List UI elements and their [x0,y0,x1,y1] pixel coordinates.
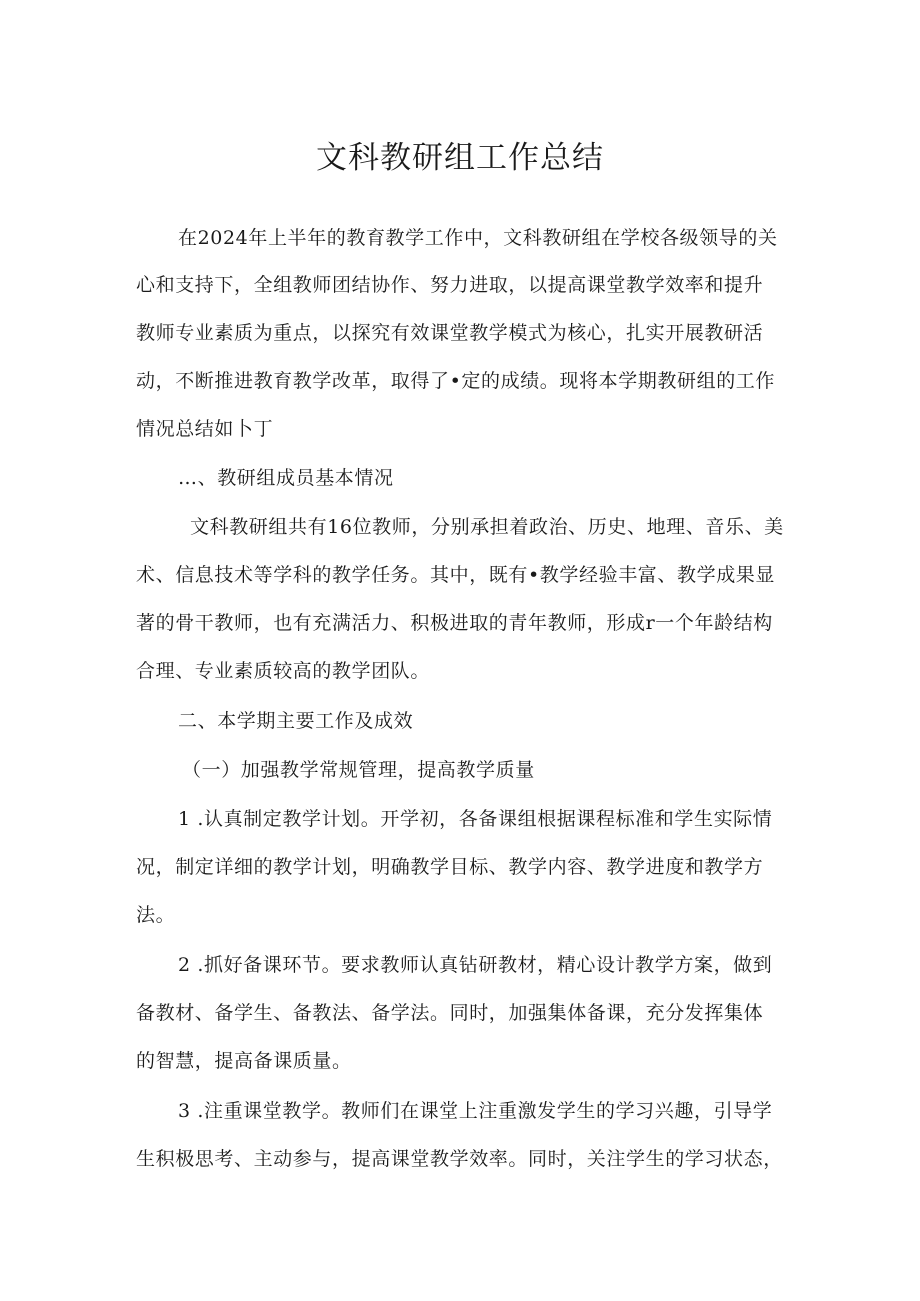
list-item-line: 法。 [136,904,176,926]
paragraph-line: 合理、专业素质较高的教学团队。 [136,660,431,682]
paragraph-line: 文科教研组共有16位教师，分别承担着政治、历史、地理、音乐、美 [190,516,784,538]
list-item-line: 3 .注重课堂教学。教师们在课堂上注重激发学生的学习兴趣，引导学 [178,1100,773,1122]
list-item-line: 2 .抓好备课环节。要求教师认真钻研教材，精心设计教学方案，做到 [178,954,773,976]
paragraph-line: 心和支持下，全组教师团结协作、努力进取，以提高课堂教学效率和提升 [136,274,764,296]
section-heading: …、教研组成员基本情况 [178,467,394,489]
list-item-line: 1 .认真制定教学计划。开学初，各备课组根据课程标准和学生实际情 [178,808,773,830]
subsection-heading: （一）加强教学常规管理，提高教学质量 [182,759,535,781]
paragraph-line: 情况总结如卜丁 [136,418,274,440]
paragraph-line: 在2024年上半年的教育教学工作中，文科教研组在学校各级领导的关 [178,227,778,249]
document-title: 文科教研组工作总结 [316,140,604,176]
paragraph-line: 教师专业素质为重点，以探究有效课堂教学模式为核心，扎实开展教研活 [136,322,764,344]
paragraph-line: 动，不断推进教育教学改革，取得了•定的成绩。现将本学期教研组的工作 [136,370,776,392]
paragraph-line: 著的骨干教师，也有充满活力、积极进取的青年教师，形成r一个年龄结构 [136,612,773,634]
list-item-line: 备教材、备学生、备教法、备学法。同时，加强集体备课，充分发挥集体 [136,1002,764,1024]
section-heading: 二、本学期主要工作及成效 [178,710,414,732]
list-item-line: 生积极思考、主动参与，提高课堂教学效率。同时，关注学生的学习状态， [136,1148,783,1170]
list-item-line: 的智慧，提高备课质量。 [136,1050,352,1072]
paragraph-line: 术、信息技术等学科的教学任务。其中，既有•教学经验丰富、教学成果显 [136,564,776,586]
list-item-line: 况，制定详细的教学计划，明确教学目标、教学内容、教学进度和教学方 [136,856,764,878]
